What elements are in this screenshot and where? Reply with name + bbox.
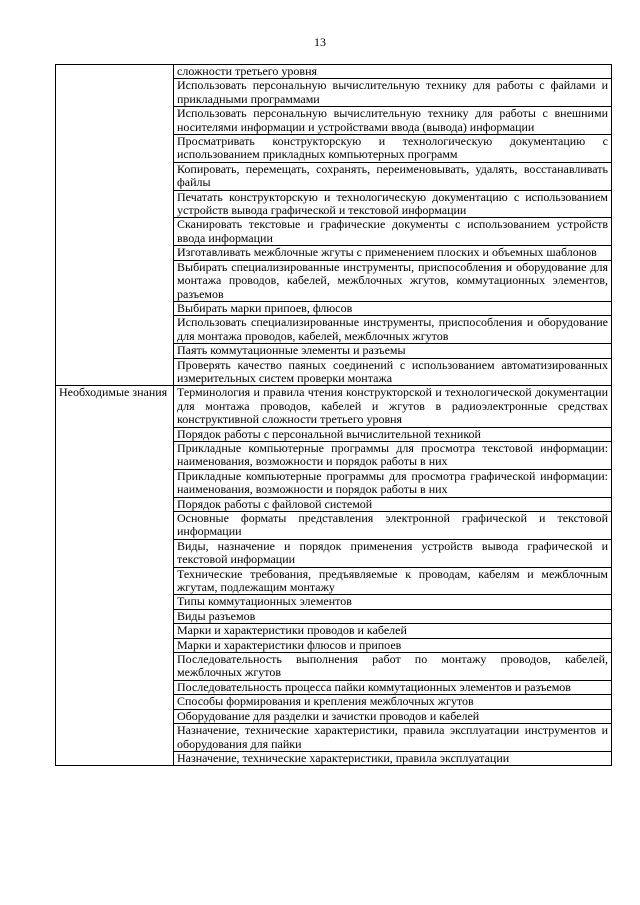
knowledge-item: Порядок работы с файловой системой (174, 497, 612, 511)
knowledge-item: Виды разъемов (174, 609, 612, 623)
skill-item: Изготавливать межблочные жгуты с применением плоских и объемных шаблонов (174, 246, 612, 260)
knowledge-item: Основные форматы представления электронной графической и текстовой информации (174, 512, 612, 540)
skill-item: Паять коммутационные элементы и разъемы (174, 344, 612, 358)
skill-item: Сканировать текстовые и графические документы с использованием устройств ввода информации (174, 218, 612, 246)
skill-item: сложности третьего уровня (174, 65, 612, 79)
knowledge-item: Марки и характеристики проводов и кабелей (174, 624, 612, 638)
knowledge-item: Технические требования, предъявляемые к проводам, кабелям и межблочным жгутам, подлежащим монтажу (174, 567, 612, 595)
knowledge-label: Необходимые знания (56, 386, 174, 766)
knowledge-item: Типы коммутационных элементов (174, 595, 612, 609)
knowledge-item: Назначение, технические характеристики, правила эксплуатации инструментов и оборудования для пайки (174, 724, 612, 752)
skills-label-cell (56, 65, 174, 386)
page-number: 13 (314, 35, 326, 49)
skill-item: Использовать персональную вычислительную технику для работы с файлами и прикладными программами (174, 79, 612, 107)
skill-item: Выбирать специализированные инструменты, приспособления и оборудование для монтажа проводов, кабелей, межблочных жгутов, коммутационных элементов, разъемов (174, 260, 612, 301)
knowledge-item: Прикладные компьютерные программы для просмотра текстовой информации: наименования, возможности и порядок работы в них (174, 441, 612, 469)
knowledge-item: Марки и характеристики флюсов и припоев (174, 638, 612, 652)
knowledge-item: Виды, назначение и порядок применения устройств вывода графической и текстовой информации (174, 539, 612, 567)
knowledge-item: Оборудование для разделки и зачистки проводов и кабелей (174, 709, 612, 723)
skill-item: Печатать конструкторскую и технологическую документацию с использованием устройств вывода графической и текстовой информации (174, 190, 612, 218)
knowledge-item: Последовательность процесса пайки коммутационных элементов и разъемов (174, 680, 612, 694)
knowledge-item: Способы формирования и крепления межблочных жгутов (174, 695, 612, 709)
table-row (56, 65, 612, 79)
skill-item: Выбирать марки припоев, флюсов (174, 301, 612, 315)
skill-item: Просматривать конструкторскую и технологическую документацию с использованием прикладных компьютерных программ (174, 135, 612, 163)
skill-item: Копировать, перемещать, сохранять, переименовывать, удалять, восстанавливать файлы (174, 162, 612, 190)
knowledge-item: Последовательность выполнения работ по монтажу проводов, кабелей, межблочных жгутов (174, 653, 612, 681)
skill-item: Проверять качество паяных соединений с использованием автоматизированных измерительных систем проверки монтажа (174, 358, 612, 386)
skill-item: Использовать персональную вычислительную технику для работы с внешними носителями информации и устройствами ввода (вывода) информации (174, 107, 612, 135)
table-row (56, 386, 612, 427)
knowledge-item: Порядок работы с персональной вычислительной техникой (174, 427, 612, 441)
skill-item: Использовать специализированные инструменты, приспособления и оборудование для монтажа проводов, кабелей, межблочных жгутов (174, 316, 612, 344)
knowledge-item: Терминология и правила чтения конструкторской и технологической документации для монтажа проводов, кабелей и жгутов в радиоэлектронные средствах конструктивной сложности третьего уровня (174, 386, 612, 427)
requirements-table (55, 64, 612, 766)
knowledge-item: Назначение, технические характеристики, правила эксплуатации (174, 751, 612, 765)
knowledge-item: Прикладные компьютерные программы для просмотра графической информации: наименования, возможности и порядок работы в них (174, 469, 612, 497)
